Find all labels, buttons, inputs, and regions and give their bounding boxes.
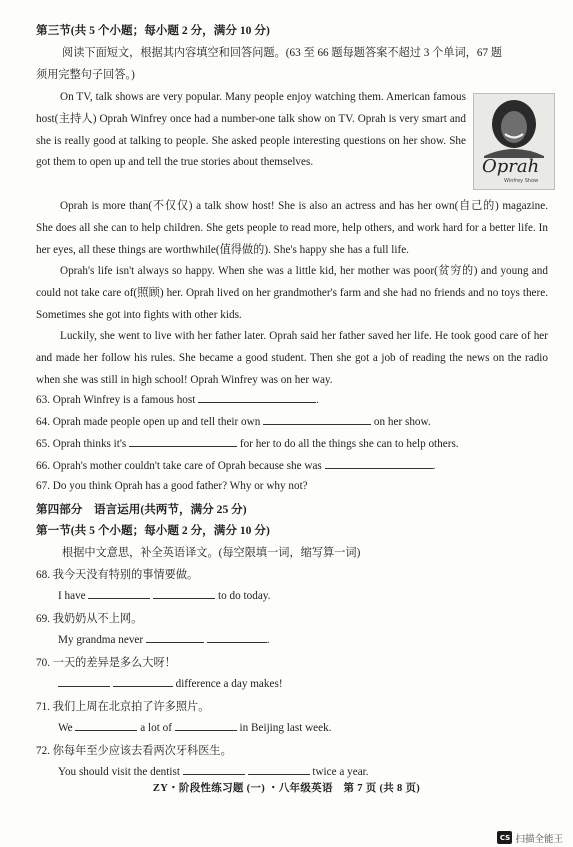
question-70: [58, 676, 283, 690]
question-66-text: 66. Oprah's mother couldn't take care of Oprah because she was: [36, 460, 322, 472]
photo-subcaption: Winfrey Show: [504, 178, 539, 184]
part4-section1-title: 第一节(共 5 个小题；每小题 2 分，满分 10 分): [36, 524, 270, 537]
section3-instruction-line2: 须用完整句子回答。): [36, 69, 135, 81]
question-71-text-end: in Beijing last week.: [239, 722, 332, 734]
question-65-text: 65. Oprah thinks it's: [36, 438, 127, 450]
part4-title: 第四部分 语言运用(共两节，满分 25 分): [36, 503, 247, 516]
passage-paragraph-1: On TV, talk shows are very popular. Many people enjoy watching them. American famous host(主持人) Oprah Winfrey once had a number-one talk show on TV. Oprah is very smart and she is really good at talking to people. She asked people interesting questions on her show. She got them to open up and tell the true stories about themselves.: [36, 91, 466, 169]
answer-blank-70b[interactable]: [113, 676, 173, 687]
part4-instruction: 根据中文意思，补全英语译文。(每空限填一词，缩写算一词): [62, 547, 361, 559]
answer-blank-69b[interactable]: [207, 632, 267, 643]
passage-paragraph-4: Luckily, she went to live with her father later. Oprah said her father saved her life. He took good care of her and made her follow his rules. She became a good student. Then she got a job of reading the news on the radio when she was still in high school! Oprah Winfrey was on her way.: [36, 330, 548, 386]
question-68: [58, 588, 270, 602]
answer-blank-72b[interactable]: [248, 764, 310, 775]
section3-title: 第三节(共 5 个小题；每小题 2 分，满分 10 分): [36, 24, 270, 37]
question-68-text-end: to do today.: [218, 590, 271, 602]
answer-blank-63[interactable]: [198, 392, 316, 403]
question-63-text: 63. Oprah Winfrey is a famous host: [36, 394, 196, 406]
question-69: My grandma never .: [58, 634, 270, 646]
question-72-text-end: twice a year.: [312, 766, 369, 778]
answer-blank-68a[interactable]: [88, 588, 150, 599]
question-71-chinese: 71. 我们上周在北京拍了许多照片。: [36, 701, 210, 713]
answer-blank-71b[interactable]: [175, 720, 237, 731]
question-70-text: difference a day makes!: [175, 678, 283, 690]
answer-blank-68b[interactable]: [153, 588, 215, 599]
question-69-chinese: 69. 我奶奶从不上网。: [36, 613, 143, 625]
question-70-chinese: 70. 一天的差异是多么大呀！: [36, 657, 176, 669]
question-68-chinese: 68. 我今天没有特别的事情要做。: [36, 569, 199, 581]
question-64: [36, 414, 431, 428]
passage-paragraph-2: Oprah is more than(不仅仅) a talk show host! She is also an actress and has her own(自己的) magazine. She does all she can to help children. She gets people to read more, help others, and work hard for a better life. In her eyes, all these things are worthwhile(值得做的). She's happy she has a full life.: [36, 200, 548, 256]
question-71-text: We: [58, 722, 73, 734]
answer-blank-66[interactable]: [325, 458, 433, 469]
question-66: 66. Oprah's mother couldn't take care of Oprah because she was .: [36, 460, 436, 472]
oprah-photo: [473, 93, 555, 190]
question-63: 63. Oprah Winfrey is a famous host .: [36, 394, 319, 406]
question-65-text-end: for her to do all the things she can to help others.: [239, 438, 459, 450]
answer-blank-69a[interactable]: [146, 632, 204, 643]
question-71-text-mid: a lot of: [140, 722, 172, 734]
answer-blank-71a[interactable]: [75, 720, 137, 731]
answer-blank-70a[interactable]: [58, 676, 110, 687]
question-68-text: I have: [58, 590, 86, 602]
question-72-text: You should visit the dentist: [58, 766, 180, 778]
scanner-watermark: [497, 830, 563, 845]
question-64-text-end: on her show.: [373, 416, 431, 428]
answer-blank-72a[interactable]: [183, 764, 245, 775]
question-65: [36, 436, 459, 450]
answer-blank-64[interactable]: [263, 414, 371, 425]
question-64-text: 64. Oprah made people open up and tell their own: [36, 416, 261, 428]
question-69-text: My grandma never: [58, 634, 144, 646]
question-71: [58, 720, 332, 734]
scanner-label: 扫描全能王: [515, 833, 563, 845]
page-footer: ZY・阶段性练习题 (一) ・八年级英语 第 7 页 (共 8 页): [152, 783, 421, 794]
question-72-chinese: 72. 你每年至少应该去看两次牙科医生。: [36, 745, 232, 757]
answer-blank-65[interactable]: [129, 436, 237, 447]
photo-signature: Oprah: [482, 156, 540, 177]
passage-paragraph-3: Oprah's life isn't always so happy. When she was a little kid, her mother was poor(贫穷的) and young and could not take care of(照顾) her. Oprah lived on her grandmother's farm and she had no friends and no toys there. Sometimes she got into fights with other kids.: [36, 265, 548, 321]
section3-instruction-line1: 阅读下面短文，根据其内容填空和回答问题。(63 至 66 题每题答案不超过 3 个单词，67 题: [62, 47, 503, 59]
question-72: [58, 764, 369, 778]
camscanner-icon: CS: [497, 831, 512, 844]
question-67: 67. Do you think Oprah has a good father? Why or why not?: [36, 480, 308, 492]
